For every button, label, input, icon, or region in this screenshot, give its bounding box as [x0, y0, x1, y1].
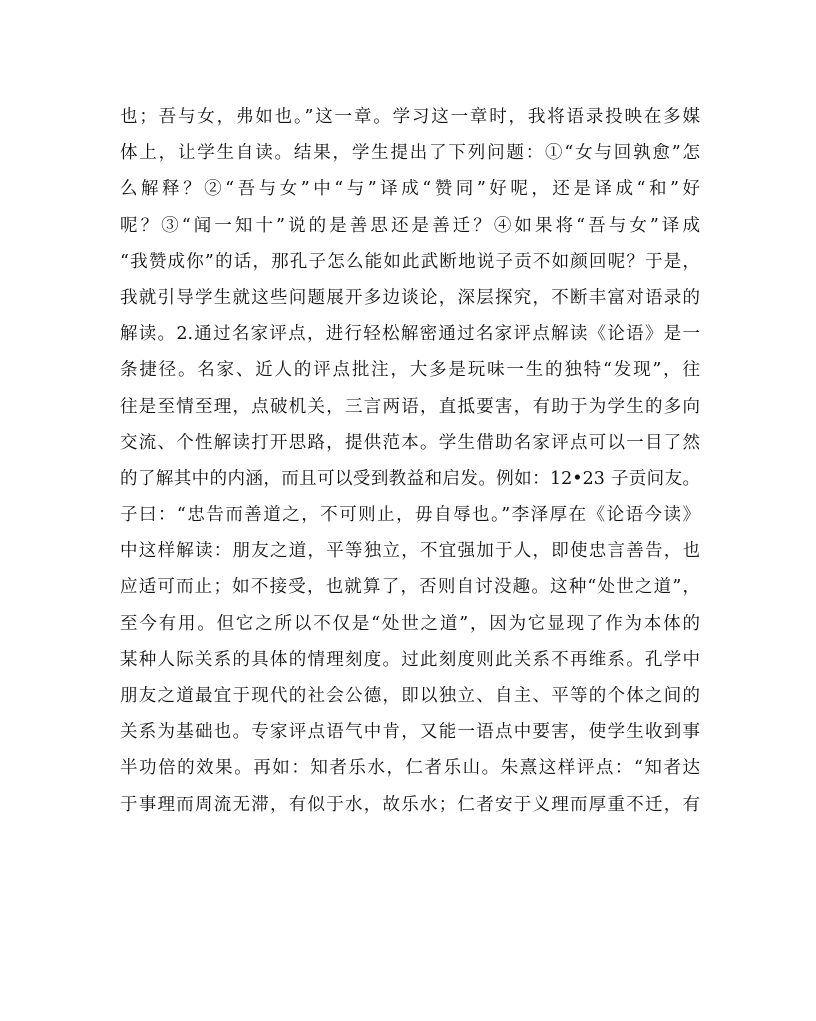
text-line: 于事理而周流无滞，有似于水，故乐水；仁者安于义理而厚重不迁，有 [120, 794, 700, 815]
text-line: 关系为基础也。专家评点语气中肯，又能一语点中要害，使学生收到事 [120, 722, 700, 743]
text-line: 应适可而止；如不接受，也就算了，否则自讨没趣。这种“处世之道”， [120, 577, 700, 598]
text-line: 至今有用。但它之所以不仅是“处世之道”，因为它显现了作为本体的 [120, 613, 700, 634]
text-line: 中这样解读：朋友之道，平等独立，不宜强加于人，即使忠言善告，也 [120, 541, 700, 562]
text-line: 的了解其中的内涵，而且可以受到教益和启发。例如：12•23 子贡问友。 [120, 468, 700, 489]
text-line: 解读。2.通过名家评点，进行轻松解密通过名家评点解读《论语》是一 [120, 324, 700, 345]
text-line: “我赞成你”的话，那孔子怎么能如此武断地说子贡不如颜回呢？于是， [120, 251, 700, 272]
text-line: 条捷径。名家、近人的评点批注，大多是玩味一生的独特“发现”，往 [120, 360, 700, 381]
text-line: 么解释？②“吾与女”中“与”译成“赞同”好呢，还是译成“和”好 [120, 179, 700, 200]
text-line: 也；吾与女，弗如也。”这一章。学习这一章时，我将语录投映在多媒 [120, 107, 700, 127]
text-line: 交流、个性解读打开思路，提供范本。学生借助名家评点可以一目了然 [120, 432, 700, 453]
text-line: 半功倍的效果。再如：知者乐水，仁者乐山。朱熹这样评点：“知者达 [120, 758, 700, 779]
text-line: 体上，让学生自读。结果，学生提出了下列问题：①“女与回孰愈”怎 [120, 143, 700, 164]
text-line: 子曰：“忠告而善道之，不可则止，毋自辱也。”李泽厚在《论语今读》 [120, 505, 700, 526]
text-line: 朋友之道最宜于现代的社会公德，即以独立、自主、平等的个体之间的 [120, 686, 700, 706]
text-line: 往是至情至理，点破机关，三言两语，直抵要害，有助于为学生的多向 [120, 396, 700, 417]
text-line: 我就引导学生就这些问题展开多边谈论，深层探究，不断丰富对语录的 [120, 287, 700, 308]
text-line: 呢？③“闻一知十”说的是善思还是善迁？④如果将“吾与女”译成 [120, 215, 700, 236]
body-text [120, 99, 700, 823]
text-line: 某种人际关系的具体的情理刻度。过此刻度则此关系不再维系。孔学中 [120, 649, 700, 670]
